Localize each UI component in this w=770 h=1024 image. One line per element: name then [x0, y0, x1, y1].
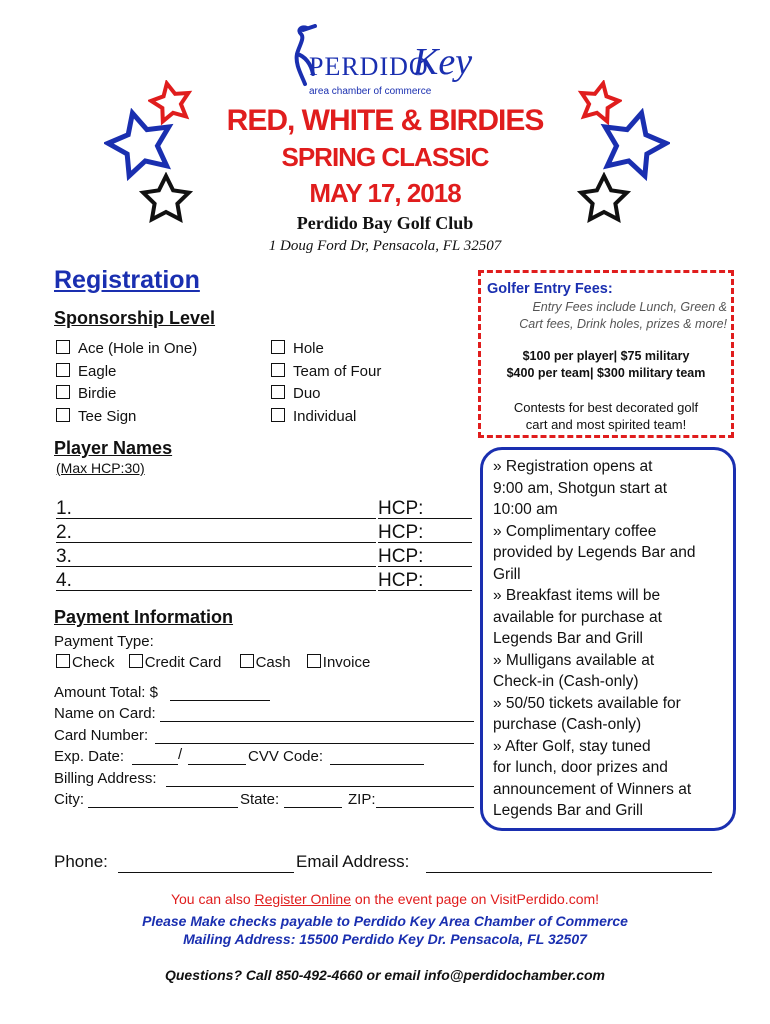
info-line: announcement of Winners at [493, 780, 692, 798]
phone-field[interactable] [118, 852, 294, 873]
sponsor-option-duo[interactable]: Duo [271, 383, 381, 406]
amount-total-row: Amount Total: $ [54, 684, 158, 701]
player-row[interactable] [56, 522, 472, 544]
checkbox[interactable] [271, 408, 285, 422]
checkbox[interactable] [307, 654, 321, 668]
payment-heading: Payment Information [54, 607, 234, 627]
cvv-label: CVV Code: [248, 748, 324, 765]
cvv-field[interactable] [330, 748, 424, 765]
chamber-logo [285, 22, 485, 104]
sponsorship-right-column [271, 338, 381, 428]
info-line: 9:00 am, Shotgun start at [493, 479, 668, 497]
logo-main-text: PERDIDO [309, 52, 429, 81]
info-line: provided by Legends Bar and [493, 544, 696, 561]
info-line: Legends Bar and Grill [493, 630, 643, 647]
exp-separator: / [178, 746, 183, 763]
contest-line-2: cart and most spirited team! [525, 417, 687, 432]
sponsor-option-team-of-four[interactable]: Team of Four [271, 361, 381, 384]
player-name-field[interactable]: 2. [56, 522, 376, 543]
exp-year-field[interactable] [188, 748, 246, 765]
checkbox[interactable] [129, 654, 143, 668]
event-date: MAY 17, 2018 [309, 178, 461, 208]
entry-fees-note-2: Cart fees, Drink holes, prizes & more! [519, 317, 727, 331]
checkbox[interactable] [56, 408, 70, 422]
registration-heading: Registration [54, 266, 200, 294]
hcp-field[interactable]: HCP: [378, 546, 472, 567]
sponsor-option-birdie[interactable]: Birdie [56, 383, 197, 406]
logo-subtitle: area chamber of commerce [309, 86, 432, 97]
city-label: City: [54, 791, 84, 808]
event-subtitle: SPRING CLASSIC [281, 142, 489, 172]
payment-option-invoice[interactable]: Invoice [307, 654, 371, 671]
info-line: purchase (Cash-only) [493, 716, 642, 733]
sponsor-option-eagle[interactable]: Eagle [56, 361, 197, 384]
max-hcp-note: (Max HCP:30) [56, 460, 145, 476]
entry-fees-box [478, 270, 734, 438]
entry-fees-note-1: Entry Fees include Lunch, Green & [532, 300, 727, 314]
city-field[interactable] [88, 791, 238, 808]
exp-month-field[interactable] [132, 748, 178, 765]
billing-address-field[interactable] [166, 770, 474, 787]
info-line: Grill [493, 565, 521, 583]
sponsor-option-tee-sign[interactable]: Tee Sign [56, 406, 197, 429]
card-number-label: Card Number: [54, 727, 149, 744]
venue-name: Perdido Bay Golf Club [296, 213, 474, 233]
checkbox[interactable] [271, 385, 285, 399]
register-online-link[interactable]: Register Online [254, 891, 352, 907]
sponsor-option-hole[interactable]: Hole [271, 338, 381, 361]
checkbox[interactable] [271, 340, 285, 354]
logo-key-text: Key [413, 41, 473, 83]
player-row[interactable] [56, 498, 472, 520]
info-line: 10:00 am [493, 501, 558, 518]
blue-star-icon [596, 108, 670, 182]
info-line: » Mulligans available at [493, 651, 655, 669]
player-name-field[interactable]: 1. [56, 498, 376, 519]
name-on-card-field[interactable] [160, 705, 474, 722]
info-line: » 50/50 tickets available for [493, 694, 681, 712]
player-name-field[interactable]: 3. [56, 546, 376, 567]
info-line: Check-in (Cash-only) [493, 673, 639, 690]
checkbox[interactable] [56, 385, 70, 399]
state-field[interactable] [284, 791, 342, 808]
checkbox[interactable] [271, 363, 285, 377]
hcp-field[interactable]: HCP: [378, 522, 472, 543]
payment-type-label: Payment Type: [54, 633, 154, 650]
billing-address-label: Billing Address: [54, 770, 157, 787]
venue-address: 1 Doug Ford Dr, Pensacola, FL 32507 [268, 238, 502, 254]
info-line: » Registration opens at [493, 458, 653, 475]
mailing-address-note: Mailing Address: 15500 Perdido Key Dr. Pensacola, FL 32507 [183, 931, 587, 947]
info-line: » Breakfast items will be [493, 587, 661, 604]
card-number-field[interactable] [155, 727, 474, 744]
hcp-field[interactable]: HCP: [378, 570, 472, 591]
event-title: RED, WHITE & BIRDIES [226, 104, 544, 137]
checkbox[interactable] [56, 363, 70, 377]
checkbox[interactable] [240, 654, 254, 668]
amount-total-field[interactable] [170, 684, 270, 701]
sponsor-option-ace[interactable]: Ace (Hole in One) [56, 338, 197, 361]
email-field[interactable] [426, 852, 712, 873]
info-line: available for purchase at [493, 608, 662, 626]
payment-type-options [56, 654, 370, 671]
entry-fees-heading: Golfer Entry Fees: [487, 281, 613, 297]
contest-line-1: Contests for best decorated golf [513, 400, 699, 415]
payment-option-check[interactable]: Check [56, 654, 115, 671]
sponsor-option-individual[interactable]: Individual [271, 406, 381, 429]
email-label: Email Address: [296, 852, 410, 871]
online-registration-note: You can also Register Online on the event page on VisitPerdido.com! [170, 891, 600, 907]
checks-payable-note: Please Make checks payable to Perdido Key Area Chamber of Commerce [142, 913, 628, 929]
player-names-heading: Player Names [54, 438, 173, 458]
name-on-card-label: Name on Card: [54, 705, 156, 722]
zip-field[interactable] [376, 791, 474, 808]
player-name-field[interactable]: 4. [56, 570, 376, 591]
hcp-field[interactable]: HCP: [378, 498, 472, 519]
price-line-1: $100 per player| $75 military [522, 349, 690, 363]
sponsorship-left-column [56, 338, 197, 428]
state-label: State: [240, 791, 280, 808]
checkbox[interactable] [56, 654, 70, 668]
price-line-2: $400 per team| $300 military team [506, 366, 706, 380]
questions-contact: Questions? Call 850-492-4660 or email info@perdidochamber.com [164, 967, 605, 983]
info-line: » Complimentary coffee [493, 522, 657, 540]
checkbox[interactable] [56, 340, 70, 354]
player-row[interactable] [56, 546, 472, 568]
event-info-box [480, 447, 736, 831]
payment-option-credit-card[interactable]: Credit Card [129, 654, 222, 671]
event-info-list [493, 456, 696, 822]
phone-label: Phone: [54, 852, 108, 871]
blue-star-icon [104, 108, 178, 182]
payment-option-cash[interactable]: Cash [240, 654, 291, 671]
zip-label: ZIP: [348, 791, 376, 808]
info-line: Legends Bar and Grill [493, 802, 643, 819]
exp-date-label: Exp. Date: [54, 748, 125, 765]
sponsorship-heading: Sponsorship Level [54, 308, 216, 328]
info-line: for lunch, door prizes and [493, 759, 668, 776]
info-line: » After Golf, stay tuned [493, 737, 651, 755]
player-row[interactable] [56, 570, 472, 592]
